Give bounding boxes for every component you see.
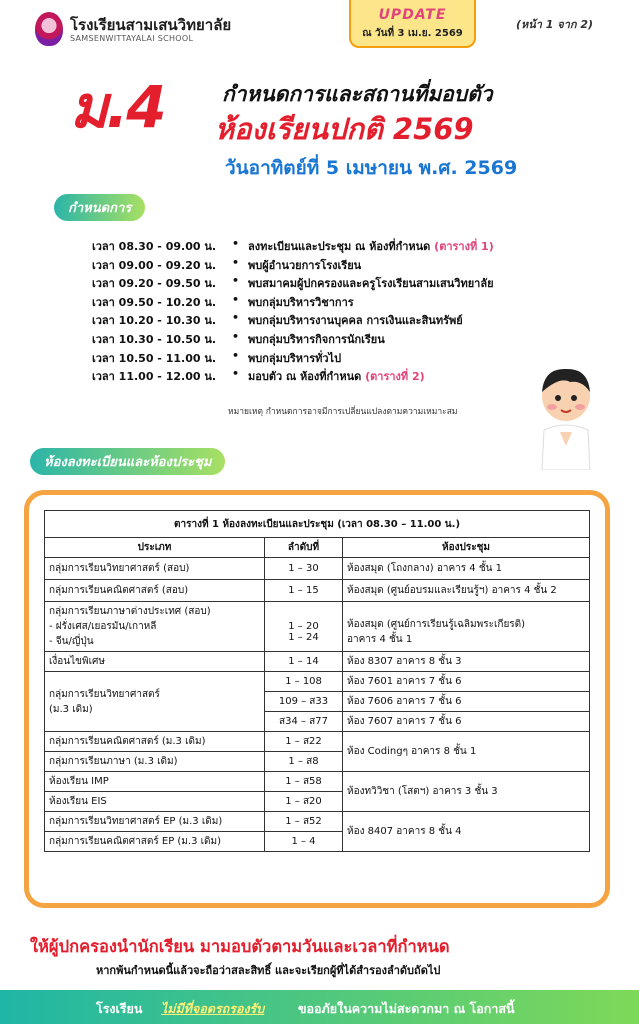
school-logo-icon: [35, 12, 63, 46]
table-row: เงื่อนไขพิเศษ 1 – 14 ห้อง 8307 อาคาร 8 ชั้น 3: [45, 652, 590, 672]
table-row: กลุ่มการเรียนภาษาต่างประเทศ (สอบ) - ฝรั่งเศส/เยอรมัน/เกาหลี - จีน/ญี่ปุ่น 1 – 20 1 – 24 ห้องสมุด (ศูนย์การเรียนรู้เฉลิมพระเกียรติ) อาคาร 4 ชั้น 1: [45, 602, 590, 652]
column-header-order: ลำดับที่: [265, 538, 343, 558]
rooms-table-frame: [24, 490, 610, 908]
column-header-room: ห้องประชุม: [343, 538, 590, 558]
apology-text: ขออภัยในความไม่สะดวกมา ณ โอกาสนี้: [298, 1001, 515, 1016]
table-row: กลุ่มการเรียนคณิตศาสตร์ EP (ม.3 เดิม) 1 – 4: [45, 832, 590, 852]
update-badge: [349, 0, 476, 48]
table-row: ห้องเรียน IMP 1 – ส58 ห้องทวิวิชา (โสตฯ) อาคาร 3 ชั้น 3: [45, 772, 590, 792]
table-row: กลุ่มการเรียนภาษา (ม.3 เดิม) 1 – ส8: [45, 752, 590, 772]
schedule-item: เวลา 09.00 - 09.20 น. • พบผู้อำนวยการโรงเรียน: [92, 255, 362, 272]
table-row: 109 – ส33 ห้อง 7606 อาคาร 7 ชั้น 6: [45, 692, 590, 712]
rooms-table: [44, 510, 590, 852]
update-title: UPDATE: [378, 7, 447, 23]
schedule-item: เวลา 10.30 - 10.50 น. • พบกลุ่มบริหารกิจการนักเรียน: [92, 329, 385, 346]
schedule-note: หมายเหตุ กำหนดการอาจมีการเปลี่ยนแปลงตามความเหมาะสม: [228, 407, 458, 417]
schedule-item: เวลา 09.50 - 10.20 น. • พบกลุ่มบริหารวิชาการ: [92, 292, 354, 309]
school-name-en: SAMSENWITTAYALAI SCHOOL: [70, 34, 194, 43]
update-date: ณ วันที่ 3 เม.ย. 2569: [362, 28, 463, 39]
parent-notice: ให้ผู้ปกครองนำนักเรียน มามอบตัวตามวันและเวลาที่กำหนด: [30, 937, 450, 956]
page-number: (หน้า 1 จาก 2): [516, 18, 594, 31]
title-line-2: ห้องเรียนปกติ 2569: [215, 112, 474, 146]
title-line-1: กำหนดการและสถานที่มอบตัว: [222, 82, 493, 106]
table-row: กลุ่มการเรียนคณิตศาสตร์ (สอบ) 1 – 15 ห้องสมุด (ศูนย์อบรมและเรียนรู้ฯ) อาคาร 4 ชั้น 2: [45, 580, 590, 602]
bar-school-label: โรงเรียน: [96, 1001, 143, 1016]
column-header-type: ประเภท: [45, 538, 265, 558]
no-parking-text: ไม่มีที่จอดรถรองรับ: [161, 1001, 265, 1016]
forfeit-notice: หากพ้นกำหนดนี้แล้วจะถือว่าสละสิทธิ์ และจะเรียกผู้ที่ได้สำรองลำดับถัดไป: [96, 964, 441, 977]
schedule-item: เวลา 11.00 - 12.00 น. • มอบตัว ณ ห้องที่กำหนด (ตารางที่ 2): [92, 367, 425, 384]
schedule-list: [92, 237, 572, 386]
table-row: ห้องเรียน EIS 1 – ส20: [45, 792, 590, 812]
schedule-item: เวลา 10.20 - 10.30 น. • พบกลุ่มบริหารงานบุคคล การเงินและสินทรัพย์: [92, 311, 463, 328]
event-date: วันอาทิตย์ที่ 5 เมษายน พ.ศ. 2569: [225, 157, 518, 179]
rooms-heading: ห้องลงทะเบียนและห้องประชุม: [30, 448, 225, 475]
schedule-heading: กำหนดการ: [54, 194, 145, 221]
student-cartoon-icon: [530, 360, 602, 470]
grade-title: ม.4: [70, 73, 165, 141]
table-row: ส34 – ส77 ห้อง 7607 อาคาร 7 ชั้น 6: [45, 712, 590, 732]
parking-notice-bar: [0, 990, 639, 1024]
schedule-item: เวลา 10.50 - 11.00 น. • พบกลุ่มบริหารทั่วไป: [92, 348, 342, 365]
table-row: กลุ่มการเรียนคณิตศาสตร์ (ม.3 เดิม) 1 – ส22 ห้อง Codingๆ อาคาร 8 ชั้น 1: [45, 732, 590, 752]
table-row: กลุ่มการเรียนวิทยาศาสตร์ EP (ม.3 เดิม) 1 – ส52 ห้อง 8407 อาคาร 8 ชั้น 4: [45, 812, 590, 832]
schedule-item: เวลา 09.20 - 09.50 น. • พบสมาคมผู้ปกครองและครูโรงเรียนสามเสนวิทยาลัย: [92, 274, 494, 291]
schedule-item: เวลา 08.30 - 09.00 น. • ลงทะเบียนและประชุม ณ ห้องที่กำหนด (ตารางที่ 1): [92, 237, 494, 253]
school-name-th: โรงเรียนสามเสนวิทยาลัย: [70, 16, 232, 34]
table-caption: ตารางที่ 1 ห้องลงทะเบียนและประชุม (เวลา 08.30 – 11.00 น.): [45, 511, 590, 538]
table-row: กลุ่มการเรียนวิทยาศาสตร์ (สอบ) 1 – 30 ห้องสมุด (โถงกลาง) อาคาร 4 ชั้น 1: [45, 558, 590, 580]
table-row: กลุ่มการเรียนวิทยาศาสตร์ (ม.3 เดิม) 1 – 108 ห้อง 7601 อาคาร 7 ชั้น 6: [45, 672, 590, 692]
